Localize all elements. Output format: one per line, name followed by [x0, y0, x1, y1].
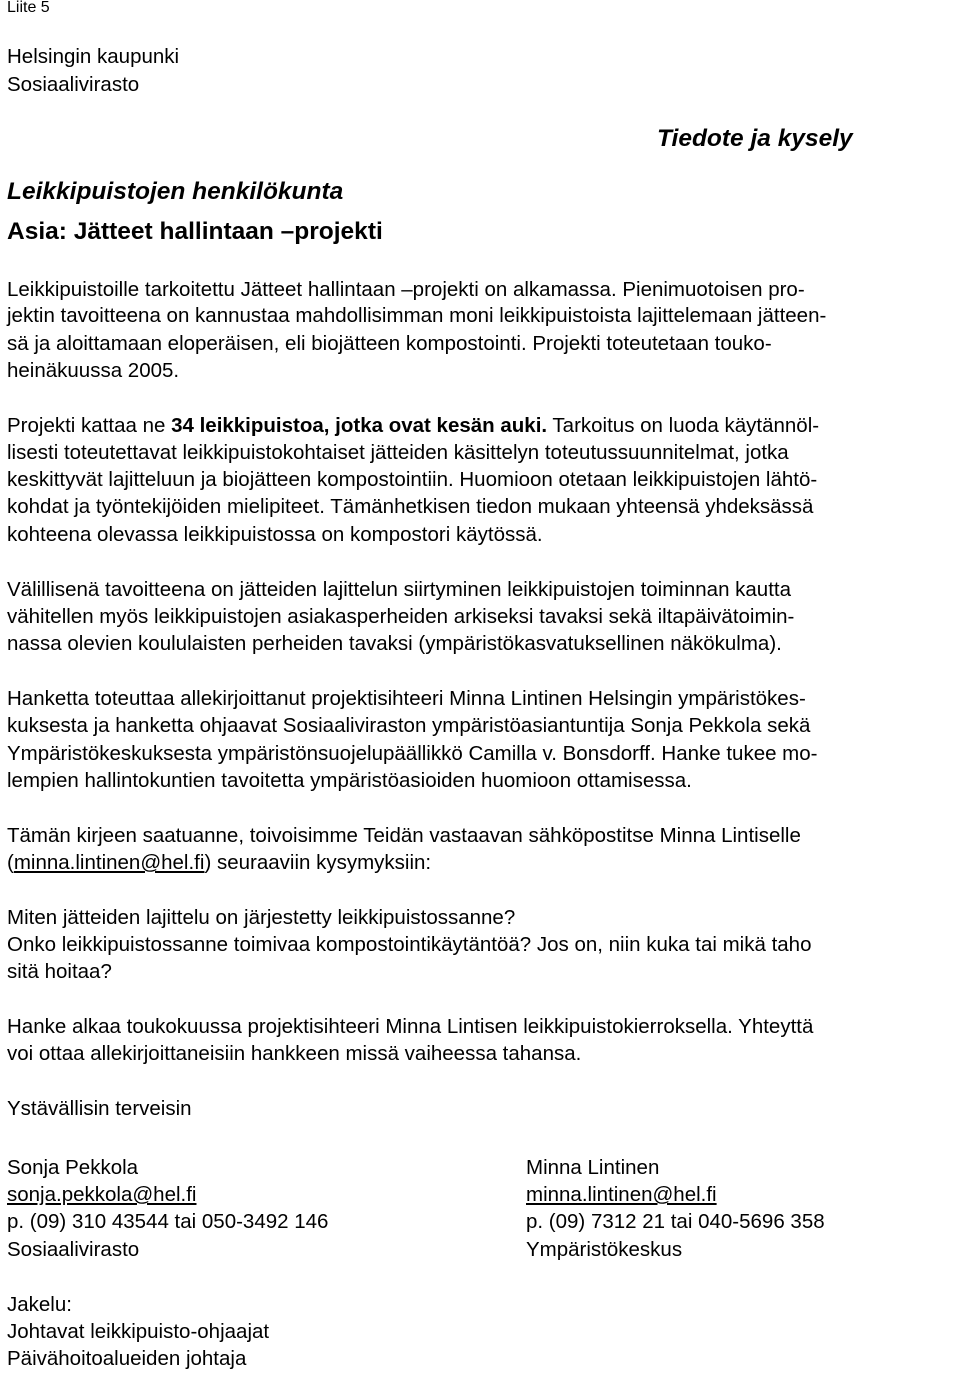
text-line: Hanketta toteuttaa allekirjoittanut projektisihteeri Minna Lintinen Helsingin ympäristökes-: [7, 687, 806, 710]
signer-phone: p. (09) 310 43544 tai 050-3492 146: [7, 1210, 329, 1233]
text-line: heinäkuussa 2005.: [7, 359, 180, 382]
text-line: lempien hallintokuntien tavoitetta ympäristöasioiden huomioon ottamisessa.: [7, 769, 692, 792]
text-line: keskittyvät lajitteluun ja biojätteen kompostointiin. Huomioon otetaan leikkipuistojen lähtö-: [7, 468, 818, 491]
text-line: vähitellen myös leikkipuistojen asiakasperheiden arkiseksi tavaksi sekä iltapäivätoimin-: [7, 605, 795, 628]
text-line: kuksesta ja hanketta ohjaavat Sosiaaliviraston ympäristöasiantuntija Sonja Pekkola sekä: [7, 714, 811, 737]
signer-name: Minna Lintinen: [526, 1156, 660, 1179]
document-type: Tiedote ja kysely: [657, 125, 853, 152]
email-link[interactable]: sonja.pekkola@hel.fi: [7, 1183, 197, 1206]
text-span: (: [7, 851, 14, 874]
text-line: nassa olevien koululaisten perheiden tavaksi (ympäristökasvatuksellinen näkökulma).: [7, 632, 782, 655]
text-line: kohdat ja työntekijöiden mielipiteet. Tämänhetkisen tiedon mukaan yhteensä yhdeksässä: [7, 495, 814, 518]
closing-greeting: Ystävällisin terveisin: [7, 1097, 192, 1120]
signer-phone: p. (09) 7312 21 tai 040-5696 358: [526, 1210, 825, 1233]
email-link[interactable]: minna.lintinen@hel.fi: [526, 1183, 717, 1206]
text-line: Välillisenä tavoitteena on jätteiden lajittelun siirtyminen leikkipuistojen toiminnan kautta: [7, 578, 792, 601]
signer-name: Sonja Pekkola: [7, 1156, 139, 1179]
text-line: jektin tavoitteena on kannustaa mahdollisimman moni leikkipuistoista lajittelemaan jätteen-: [7, 304, 827, 327]
signer-office: Ympäristökeskus: [526, 1238, 683, 1261]
appendix-label: Liite 5: [7, 0, 50, 16]
question-line: Onko leikkipuistossanne toimivaa kompostointikäytäntöä? Jos on, niin kuka tai mikä taho: [7, 933, 812, 956]
recipient-heading: Leikkipuistojen henkilökunta: [7, 178, 344, 205]
subject-heading: Asia: Jätteet hallintaan –projekti: [7, 218, 383, 245]
distribution-item: Johtavat leikkipuisto-ohjaajat: [7, 1320, 270, 1343]
signer-office: Sosiaalivirasto: [7, 1238, 140, 1261]
text-line: Hanke alkaa toukokuussa projektisihteeri Minna Lintisen leikkipuistokierroksella. Yhteyttä: [7, 1015, 814, 1038]
signer-email: [7, 1185, 196, 1206]
email-link[interactable]: minna.lintinen@hel.fi: [13, 851, 205, 874]
organization-line2: Sosiaalivirasto: [7, 73, 140, 96]
text-line: [7, 416, 819, 437]
question-line: sitä hoitaa?: [7, 960, 112, 983]
text-line: sä ja aloittamaan eloperäisen, eli biojätteen kompostointi. Projekti toteutetaan touko-: [7, 332, 772, 355]
text-line: lisesti toteutettavat leikkipuistokohtaiset jätteiden käsittelyn toteutussuunnitelmat, jotka: [7, 441, 789, 464]
text-line: Tämän kirjeen saatuanne, toivoisimme Teidän vastaavan sähköpostitse Minna Lintiselle: [7, 824, 801, 847]
question-line: Miten jätteiden lajittelu on järjestetty leikkipuistossanne?: [7, 906, 516, 929]
text-line: Leikkipuistoille tarkoitettu Jätteet hallintaan –projekti on alkamassa. Pienimuotoisen pro-: [7, 278, 805, 301]
organization-line1: Helsingin kaupunki: [7, 45, 180, 68]
text-span: ) seuraaviin kysymyksiin:: [204, 851, 432, 874]
distribution-label: Jakelu:: [7, 1293, 72, 1316]
text-line: Ympäristökeskuksesta ympäristönsuojelupäällikkö Camilla v. Bonsdorff. Hanke tukee mo-: [7, 742, 818, 765]
text-line: kohteena olevassa leikkipuistossa on kompostori käytössä.: [7, 523, 543, 546]
text-span: Tarkoitus on luoda käytännöl-: [547, 414, 820, 437]
emphasis-text: 34 leikkipuistoa, jotka ovat kesän auki.: [171, 414, 548, 437]
distribution-item: Päivähoitoalueiden johtaja: [7, 1347, 247, 1370]
text-line: [7, 853, 431, 874]
text-line: voi ottaa allekirjoittaneisiin hankkeen missä vaiheessa tahansa.: [7, 1042, 582, 1065]
text-span: Projekti kattaa ne: [7, 414, 172, 437]
signer-email: [526, 1185, 717, 1206]
